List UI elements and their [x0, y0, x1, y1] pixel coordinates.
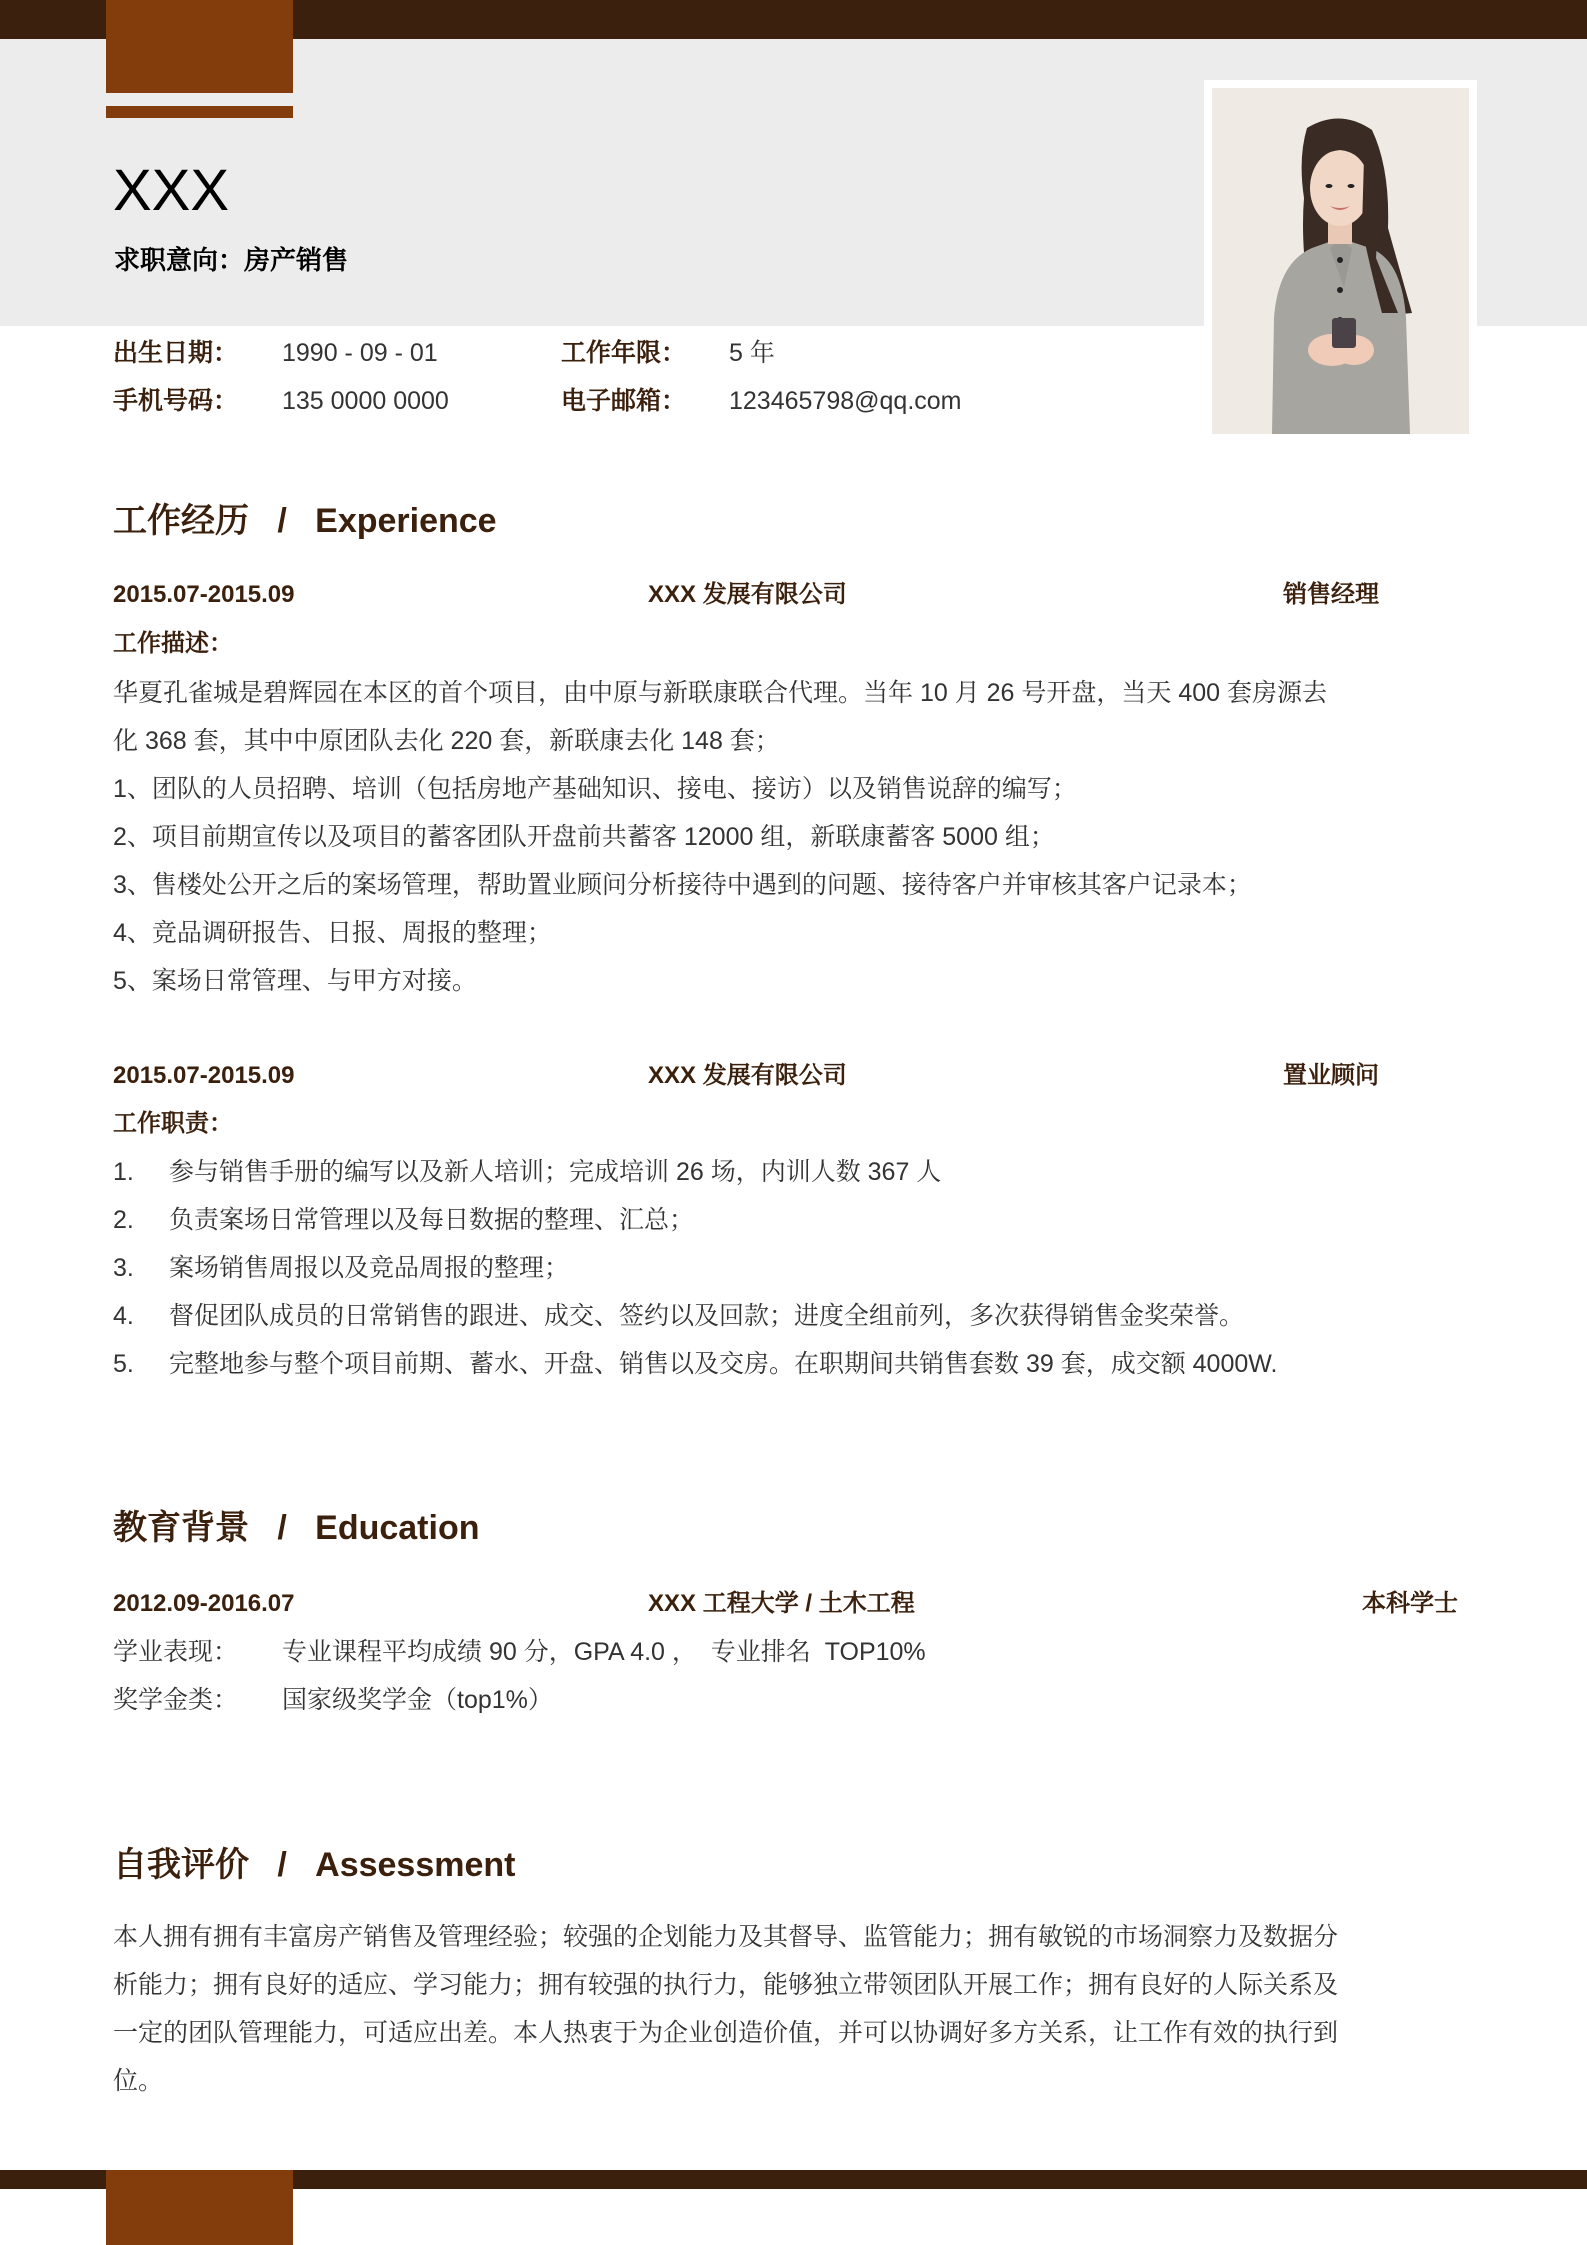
scholarship-value: 国家级奖学金（top1%）	[282, 1686, 553, 1714]
duty-item	[113, 1244, 569, 1292]
section-title-cn: 自我评价	[113, 1846, 249, 1884]
job-period: 2015.07-2015.09	[113, 581, 295, 608]
job-duties-label: 工作职责：	[113, 1110, 233, 1137]
text-line: 华夏孔雀城是碧辉园在本区的首个项目，由中原与新联康联合代理。当年 10 月 26 号开盘，当天 400 套房源去	[113, 679, 1328, 707]
accent-block-bottom	[106, 2170, 293, 2245]
job-intent-value: 房产销售	[244, 245, 349, 275]
text-line: 一定的团队管理能力，可适应出差。本人热衷于为企业创造价值，并可以协调好多方关系，让工作有效的执行到	[113, 2019, 1339, 2047]
scholarship-label: 奖学金类：	[113, 1686, 239, 1714]
job-company: XXX 发展有限公司	[648, 581, 847, 608]
duty-item	[113, 1196, 694, 1244]
duty-text: 案场销售周报以及竞品周报的整理；	[169, 1254, 570, 1282]
job-description-text	[113, 669, 1475, 1005]
duty-number: 3.	[113, 1254, 134, 1282]
job-position: 销售经理	[1283, 581, 1379, 608]
email-value: 123465798@qq.com	[729, 387, 962, 415]
text-line: 位。	[113, 2067, 164, 2095]
email-label: 电子邮箱：	[561, 387, 687, 415]
candidate-name: XXX	[113, 158, 230, 223]
duty-item	[113, 1340, 1277, 1388]
job-intent-label: 求职意向：	[114, 245, 245, 275]
section-title-education	[113, 1507, 479, 1549]
birth-date-value: 1990 - 09 - 01	[282, 339, 438, 367]
section-title-assessment	[113, 1844, 515, 1886]
list-item: 4、竞品调研报告、日报、周报的整理；	[113, 919, 552, 947]
duty-number: 4.	[113, 1302, 134, 1330]
list-item: 5、案场日常管理、与甲方对接。	[113, 967, 477, 995]
academic-performance-value: 专业课程平均成绩 90 分，GPA 4.0 ， 专业排名 TOP10%	[282, 1638, 926, 1666]
duty-text: 完整地参与整个项目前期、蓄水、开盘、销售以及交房。在职期间共销售套数 39 套，成交额 4000W.	[169, 1350, 1278, 1378]
job-position: 置业顾问	[1283, 1062, 1379, 1089]
person-photo-icon	[1212, 88, 1469, 434]
job-intent	[114, 244, 348, 276]
section-title-sep: /	[277, 1509, 287, 1547]
text-line: 析能力；拥有良好的适应、学习能力；拥有较强的执行力，能够独立带领团队开展工作；拥有良好的人际关系及	[113, 1971, 1339, 1999]
education-school: XXX 工程大学 / 土木工程	[648, 1590, 915, 1617]
section-title-experience	[113, 500, 497, 542]
list-item: 3、售楼处公开之后的案场管理，帮助置业顾问分析接待中遇到的问题、接待客户并审核其客户记录本；	[113, 871, 1252, 899]
text-line: 本人拥有拥有丰富房产销售及管理经验；较强的企划能力及其督导、监管能力；拥有敏锐的市场洞察力及数据分	[113, 1923, 1339, 1951]
education-period: 2012.09-2016.07	[113, 1590, 295, 1617]
job-description-label: 工作描述：	[113, 630, 233, 657]
section-title-en: Assessment	[315, 1846, 516, 1884]
accent-block-top	[106, 0, 293, 93]
birth-date-label: 出生日期：	[113, 339, 239, 367]
section-title-sep: /	[277, 502, 287, 540]
profile-photo	[1212, 88, 1469, 434]
work-years-label: 工作年限：	[561, 339, 687, 367]
section-title-en: Experience	[315, 502, 497, 540]
section-title-cn: 教育背景	[113, 1509, 249, 1547]
phone-value: 135 0000 0000	[282, 387, 449, 415]
text-line: 化 368 套，其中中原团队去化 220 套，新联康去化 148 套；	[113, 727, 780, 755]
duty-text: 参与销售手册的编写以及新人培训；完成培训 26 场，内训人数 367 人	[169, 1158, 942, 1186]
duty-number: 5.	[113, 1350, 134, 1378]
duty-number: 2.	[113, 1206, 134, 1234]
duty-number: 1.	[113, 1158, 134, 1186]
duty-item	[113, 1292, 1244, 1340]
phone-label: 手机号码：	[113, 387, 239, 415]
section-title-sep: /	[277, 1846, 287, 1884]
accent-line-top	[106, 106, 293, 118]
work-years-value: 5 年	[729, 339, 775, 367]
academic-performance-label: 学业表现：	[113, 1638, 239, 1666]
list-item: 2、项目前期宣传以及项目的蓄客团队开盘前共蓄客 12000 组，新联康蓄客 5000 组；	[113, 823, 1055, 851]
section-title-en: Education	[315, 1509, 480, 1547]
self-assessment-text	[113, 1913, 1475, 2105]
job-period: 2015.07-2015.09	[113, 1062, 295, 1089]
education-degree: 本科学士	[1362, 1590, 1458, 1617]
duty-item	[113, 1148, 941, 1196]
duty-text: 督促团队成员的日常销售的跟进、成交、签约以及回款；进度全组前列，多次获得销售金奖荣誉。	[169, 1302, 1245, 1330]
list-item: 1、团队的人员招聘、培训（包括房地产基础知识、接电、接访）以及销售说辞的编写；	[113, 775, 1077, 803]
job-company: XXX 发展有限公司	[648, 1062, 847, 1089]
duty-text: 负责案场日常管理以及每日数据的整理、汇总；	[169, 1206, 695, 1234]
section-title-cn: 工作经历	[113, 502, 249, 540]
